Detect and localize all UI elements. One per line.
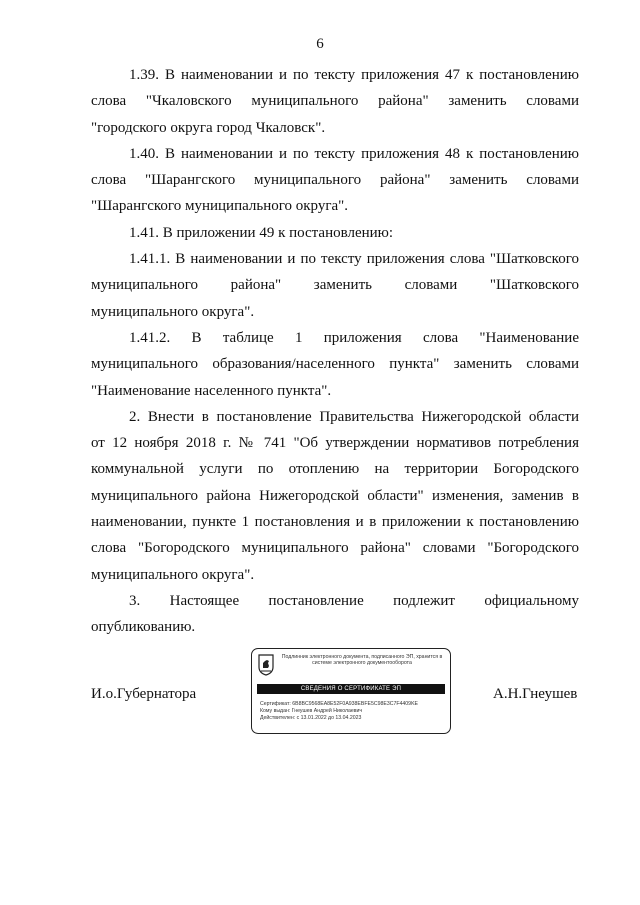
paragraph xyxy=(91,246,579,325)
text-line: муниципального района Нижегородской области" изменения, заменив в xyxy=(91,487,579,504)
text-line: наименовании, пункте 1 постановления и в приложении к постановлению xyxy=(91,514,579,531)
text-line: слова "Чкаловского муниципального района" заменить словами xyxy=(91,93,579,110)
text-line: муниципального округа". xyxy=(91,566,255,583)
signatory-name: А.Н.Гнеушев xyxy=(493,686,578,702)
text-line: коммунальной услуги по отоплению на территории Богородского xyxy=(91,461,579,478)
text-line: слова "Богородского муниципального района" словами "Богородского xyxy=(91,540,579,557)
document-body xyxy=(91,62,579,641)
stamp-details xyxy=(260,701,446,722)
paragraph xyxy=(91,220,579,246)
certificate-validity: Действителен: с 13.01.2022 до 13.04.2023 xyxy=(260,715,362,721)
text-line: муниципального района" заменить словами "Шатковского xyxy=(91,277,579,294)
text-line: "Наименование населенного пункта". xyxy=(91,382,332,399)
text-line: 1.39. В наименовании и по тексту приложения 47 к постановлению xyxy=(129,67,579,83)
text-line: 1.41.1. В наименовании и по тексту приложения слова "Шатковского xyxy=(129,251,579,268)
electronic-signature-stamp xyxy=(251,648,451,734)
text-line: 2. Внести в постановление Правительства Нижегородской области xyxy=(129,408,579,425)
text-line: от 12 ноября 2018 г. № 741 "Об утверждении нормативов потребления xyxy=(91,435,579,452)
paragraph xyxy=(91,141,579,220)
paragraph xyxy=(91,588,579,641)
text-line: "городского округа город Чкаловск". xyxy=(91,119,326,136)
certificate-serial: Сертификат: 6B8BC9568EA8E52F0A938EBFE5C98E3C7F4409KE xyxy=(260,701,418,707)
text-line: "Шарангского муниципального округа". xyxy=(91,198,349,215)
signatory-position: И.о.Губернатора xyxy=(91,686,197,702)
stamp-title: СВЕДЕНИЯ О СЕРТИФИКАТЕ ЭП xyxy=(257,684,445,694)
page-number: 6 xyxy=(316,36,324,52)
text-line: слова "Шарангского муниципального района" заменить словами xyxy=(91,172,579,189)
text-line: 3. Настоящее постановление подлежит официальному xyxy=(129,592,579,609)
text-line: муниципального округа". xyxy=(91,303,255,320)
text-line: 1.41. В приложении 49 к постановлению: xyxy=(129,224,394,241)
stamp-note: Подлинник электронного документа, подписанного ЭП, хранится в системе электронного документооборота xyxy=(281,654,443,667)
text-line: 1.40. В наименовании и по тексту приложения 48 к постановлению xyxy=(129,145,579,162)
coat-of-arms-icon xyxy=(258,654,274,676)
paragraph xyxy=(91,62,579,141)
text-line: опубликованию. xyxy=(91,619,196,636)
paragraph xyxy=(91,404,579,588)
certificate-owner: Кому выдан: Гнеушев Андрей Николаевич xyxy=(260,708,363,714)
text-line: муниципального образования/населенного пункта" заменить словами xyxy=(91,356,579,373)
paragraph xyxy=(91,325,579,404)
text-line: 1.41.2. В таблице 1 приложения слова "Наименование xyxy=(129,329,579,346)
